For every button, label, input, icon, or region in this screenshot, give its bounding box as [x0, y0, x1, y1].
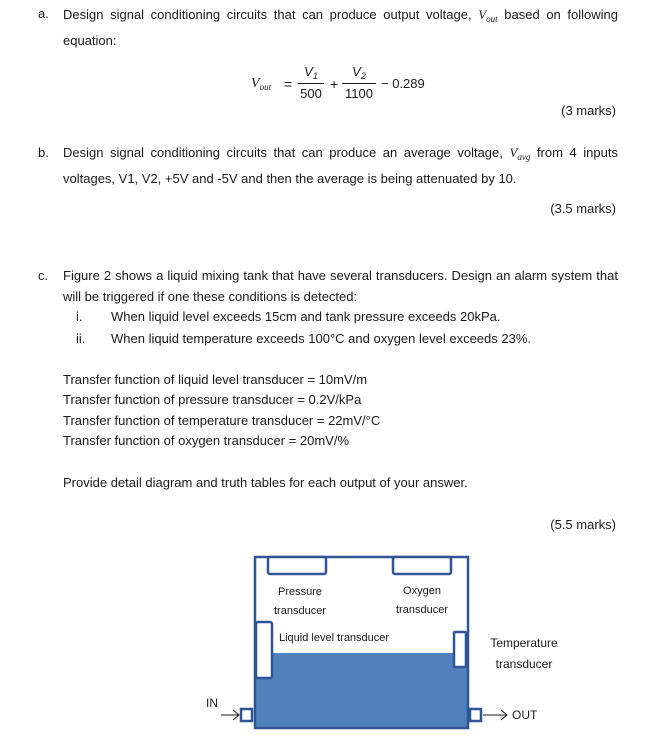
inlet-port: [241, 709, 252, 721]
part-a-text: Design signal conditioning circuits that can produce output voltage, $V_{out}$ based on following equation:: [63, 7, 618, 48]
condition-2-num: ii.: [76, 331, 86, 346]
oxygen-label-line2: transducer: [396, 604, 448, 616]
inlet-arrow-icon: [221, 710, 239, 720]
vavg-symbol: $V_{avg}$: [509, 145, 531, 162]
outlet-arrow-icon: [483, 710, 507, 720]
liquid: [256, 653, 467, 727]
level-sensor-icon: [256, 622, 272, 678]
in-label: IN: [206, 696, 218, 710]
oxygen-label-line1: Oxygen: [403, 585, 441, 597]
condition-1-text: When liquid level exceeds 15cm and tank pressure exceeds 20kPa.: [111, 309, 501, 324]
condition-2-text: When liquid temperature exceeds 100°C and oxygen level exceeds 23%.: [111, 331, 532, 346]
level-label: Liquid level transducer: [279, 632, 390, 644]
part-c-marks: (5.5 marks): [550, 517, 616, 532]
temperature-sensor-icon: [454, 632, 466, 667]
provide-instruction: Provide detail diagram and truth tables for each output of your answer.: [63, 475, 468, 490]
fraction2-numerator: $V_2$: [352, 64, 366, 81]
pressure-sensor-icon: [268, 557, 326, 574]
part-c-label: c.: [38, 268, 49, 283]
temperature-label-line2: transducer: [495, 657, 553, 671]
vout-symbol: $V_{out}$: [478, 7, 498, 24]
fraction1-numerator: $V_1$: [304, 64, 318, 81]
equation-constant: − 0.289: [381, 76, 425, 91]
temperature-label-line1: Temperature: [490, 636, 558, 650]
equation-equals: =: [284, 76, 293, 92]
fraction1-denominator: 500: [300, 86, 322, 101]
pressure-label-line1: Pressure: [277, 586, 323, 598]
outlet-port: [470, 709, 481, 721]
fraction2-denominator: 1100: [345, 86, 373, 101]
transfer-function-level: Transfer function of liquid level transducer = 10mV/m: [63, 372, 368, 387]
equation-plus: +: [330, 76, 339, 92]
part-b-marks: (3.5 marks): [550, 201, 616, 216]
part-b-label: b.: [38, 145, 49, 160]
part-a-marks: (3 marks): [561, 103, 616, 118]
transfer-function-pressure: Transfer function of pressure transducer = 0.2V/kPa: [63, 392, 362, 407]
part-c-intro: Figure 2 shows a liquid mixing tank that have several transducers. Design an alarm system that will be triggered if one these conditions is detected:: [63, 268, 618, 304]
transfer-function-temperature: Transfer function of temperature transducer = 22mV/°C: [63, 413, 381, 428]
pressure-label-line2: transducer: [274, 605, 326, 617]
part-b-text: Design signal conditioning circuits that can produce an average voltage, $V_{avg}$ from 4 inputs voltages, V1, V2, +5V and -5V and then the average is being attenuated by 10.: [63, 145, 618, 186]
part-a-label: a.: [38, 6, 49, 21]
condition-1-num: i.: [76, 309, 83, 324]
out-label: OUT: [512, 708, 538, 722]
oxygen-sensor-icon: [393, 557, 451, 574]
equation-lhs: $V_{out}$: [251, 76, 272, 92]
transfer-function-oxygen: Transfer function of oxygen transducer = 20mV/%: [63, 433, 350, 448]
